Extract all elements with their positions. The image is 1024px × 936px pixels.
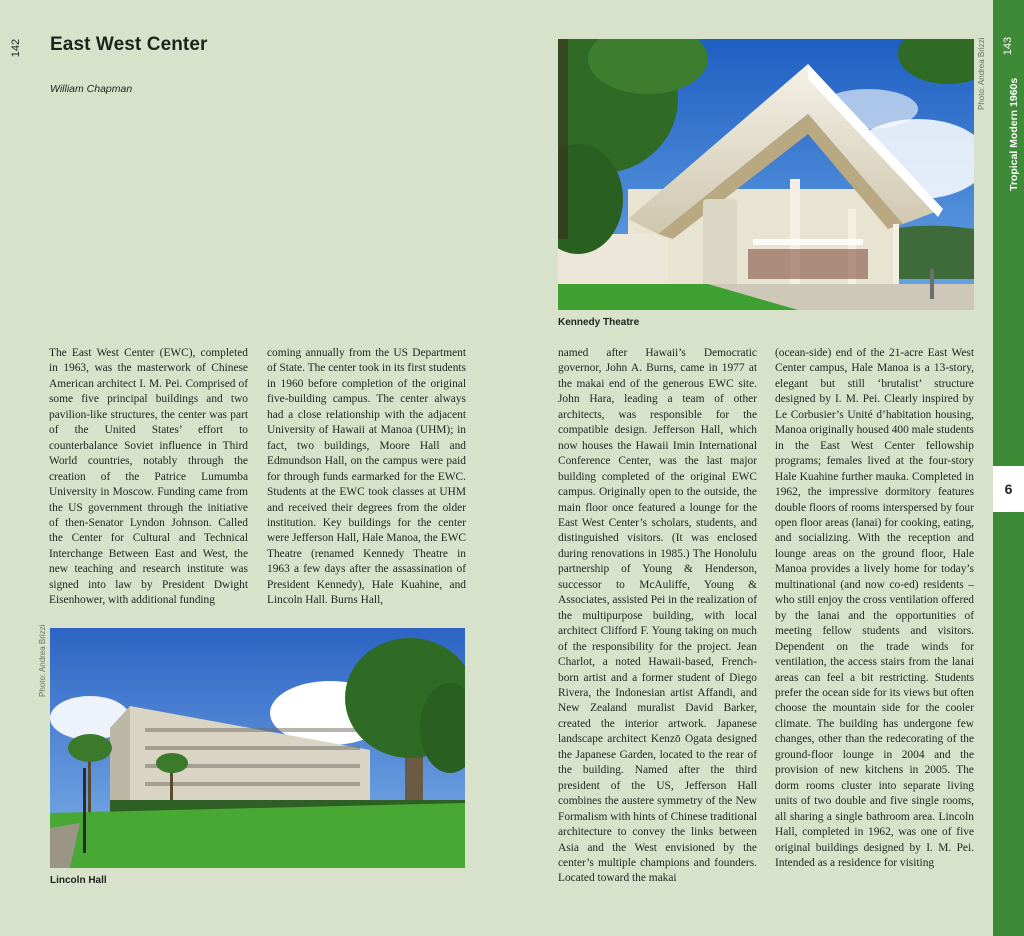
kennedy-photo-credit: Photo: Andrea Brizzi <box>977 37 986 110</box>
column-1-paragraph: The East West Center (EWC), completed in 1963, was the masterwork of Chinese American architect I. M. Pei. Comprised of some five principal buildings and two pavilion-like structures, the center was part of the United States’ effort to counterbalance Soviet influence in Third World countries, notably through the creation of the Patrice Lumumba University in Moscow. Funding came from the US government through the initiative of then-Senator Lyndon Johnson. Called the Center for Cultural and Technical Interchange Between East and West, the new teaching and research institute was signed into law by President Dwight Eisenhower, with additional funding <box>49 347 248 607</box>
kennedy-theatre-photo <box>558 39 974 310</box>
column-3-paragraph: named after Hawaii’s Democratic governor, John A. Burns, came in 1977 at the makai end of the generous EWC site. John Hara, leading a team of other architects, was responsible for the compatible design. Jefferson Hall, which now houses the Hawaii Imin International Conference Center, was the last major building completed of the original EWC campus. Originally open to the outside, the main floor once featured a lounge for the East West Center’s scholars, students, and distinguished visitors. (It was enclosed during renovations in 1985.) The Honolulu partnership of Young & Henderson, successor to McAuliffe, Young & Associates, assisted Pei in the realization of the multipurpose building, with local architect Clifford F. Young taking on much of the responsibility for the project. Jean Charlot, a noted Hawaii-based, French-born artist and a former student of Diego Rivera, the Indonesian artist Affandi, and New Zealand muralist David Barker, created the interior artwork. Japanese landscape architect Kenzō Ogata designed the Japanese Garden, located to the rear of the building. Named after the third president of the US, Jefferson Hall combines the austere symmetry of the New Formalism with hints of Chinese traditional architecture to convey the links between Asia and the West envisioned by the center’s multiple champions and founders. Located toward the makai <box>558 347 758 885</box>
lincoln-hall-caption: Lincoln Hall <box>50 875 107 886</box>
lincoln-hall-photo <box>50 628 465 868</box>
article-author: William Chapman <box>50 83 133 95</box>
text-column-4 <box>775 346 974 891</box>
section-label: Tropical Modern 1960s <box>1008 77 1020 191</box>
lincoln-photo-credit: Photo: Andrea Brizzi <box>38 624 47 697</box>
text-column-1 <box>49 346 248 614</box>
article-title: East West Center <box>50 34 208 55</box>
column-4-paragraph: (ocean-side) end of the 21-acre East West Center campus, Hale Manoa is a 13-story, elegant but still ‘brutalist’ structure designed by I. M. Pei. Clearly inspired by Le Corbusier’s Unité d’habitation housing, Manoa originally housed 400 male students in the East West Center fellowship programs; females lived at the four-story Hale Kuahine further mauka. Completed in 1962, the impressive dormitory features double floors of rooms interspersed by four open floor areas (lanai) for cooking, eating, and socializing. With the reception and lounge areas on the ground floor, Hale Manoa provides a lively home for today’s multinational (and now co-ed) residents – who still enjoy the cross ventilation offered by the lanai and the opportunities of meeting fellow students and visitors. Dependent on the trade winds for ventilation, the access stairs from the lanai areas can feel a bit restricting. Students prefer the ocean side for its views but often choose the mountain side for the cooler climate. The building has undergone few changes, other than the redecorating of the ground-floor lounge in 2004 and the provision of new kitchens in 2005. The dorm rooms cluster into separate living units of two double and five single rooms, all sharing a single bathroom area. Lincoln Hall, completed in 1962, was one of five original buildings designed by I. M. Pei. Intended as a residence for visiting <box>775 347 974 869</box>
text-column-2 <box>267 346 466 614</box>
chapter-tab-number: 6 <box>1004 481 1013 497</box>
kennedy-theatre-caption: Kennedy Theatre <box>558 317 640 328</box>
left-page-number: 142 <box>10 38 22 58</box>
column-2-paragraph: coming annually from the US Department of State. The center took in its first students in 1960 before completion of the original five-building campus. The center always had a close relationship with the adjacent University of Hawaii at Manoa (UHM); in fact, two buildings, Moore Hall and Edmundson Hall, on the campus were paid for through funds earmarked for the EWC. Students at the EWC took classes at UHM and received their degrees from the older institution. Key buildings for the center were Jefferson Hall, Hale Manoa, the EWC Theatre (renamed Kennedy Theatre in 1963 a few days after the assassination of President Kennedy), Hale Kuahine, and Lincoln Hall. Burns Hall, <box>267 347 466 607</box>
text-column-3 <box>558 346 757 891</box>
chapter-tab <box>993 466 1024 512</box>
right-page-number: 143 <box>1002 36 1014 56</box>
